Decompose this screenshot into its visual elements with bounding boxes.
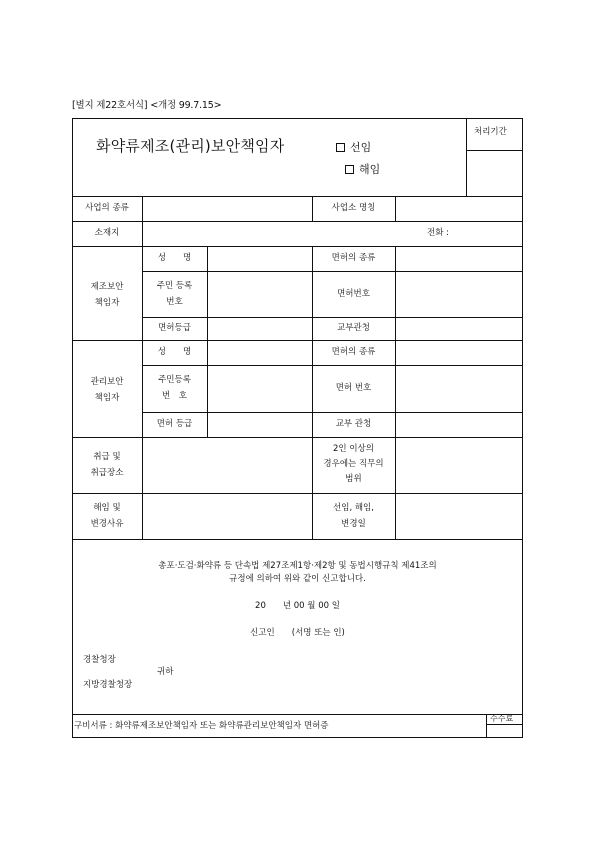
fee-divider xyxy=(486,724,523,725)
mgmt-rrn-label xyxy=(142,374,207,402)
mgmt-issuer-field[interactable] xyxy=(397,414,521,435)
reason-label-line: 해임 및 xyxy=(93,503,121,513)
handling-label-line: 취급 및 xyxy=(93,452,121,462)
rule xyxy=(72,340,523,341)
fee-label: 수수료 xyxy=(490,714,514,723)
declarant-signature: 신고인 (서명 또는 인) xyxy=(250,628,345,638)
processing-period-label: 처리기간 xyxy=(474,127,507,137)
reason-field[interactable] xyxy=(144,495,310,537)
form-title: 화약류제조(관리)보안책임자 xyxy=(96,137,285,155)
mgmt-license-no-label: 면허 번호 xyxy=(335,383,372,393)
rule xyxy=(142,271,523,272)
rule xyxy=(142,196,143,539)
mfg-issuer-label: 교부관청 xyxy=(337,323,370,333)
mfg-issuer-field[interactable] xyxy=(397,319,521,338)
rule xyxy=(72,196,523,197)
change-date-field[interactable] xyxy=(397,495,521,537)
declaration-date: 20 년 00 월 00 일 xyxy=(255,601,340,611)
mfg-name-field[interactable] xyxy=(209,248,310,269)
form-number-label: [별지 제22호서식] <개정 99.7.15> xyxy=(72,100,222,111)
office-name-label: 사업소 명칭 xyxy=(331,203,376,213)
rule xyxy=(207,246,208,437)
mgmt-grade-label: 면허 등급 xyxy=(156,419,193,429)
mgmt-rrn-field[interactable] xyxy=(209,367,310,410)
duty-scope-label-line: 2인 이상의 xyxy=(333,444,374,454)
rule xyxy=(72,246,523,247)
agency-divider xyxy=(466,118,467,196)
declaration-line: 총포·도검·화약류 등 단속법 제27조제1항·제2항 및 동법시행규칙 제41조의 xyxy=(158,561,437,571)
appoint-checkbox[interactable] xyxy=(336,139,371,155)
mgmt-rrn-label-line: 주민등록 xyxy=(158,375,191,385)
mfg-license-type-label: 면허의 종류 xyxy=(331,253,376,263)
mfg-rrn-label-line: 번호 xyxy=(166,297,183,307)
dismiss-label: 해임 xyxy=(359,163,381,176)
mgmt-name-label: 성 명 xyxy=(157,347,192,357)
required-documents: 구비서류 : 화약류제조보안책임자 또는 화약류관리보안책임자 면허증 xyxy=(74,721,329,731)
mfg-rrn-label-line: 주민 등록 xyxy=(156,281,193,291)
mfg-officer-label-line: 제조보안 xyxy=(90,282,124,292)
mgmt-rrn-label-line: 번 호 xyxy=(162,391,187,401)
declaration-line: 규정에 의하여 위와 같이 신고합니다. xyxy=(229,574,366,584)
mgmt-grade-field[interactable] xyxy=(209,414,310,435)
mgmt-license-type-label: 면허의 종류 xyxy=(331,347,376,357)
mfg-grade-label: 면허등급 xyxy=(158,323,191,333)
agency-divider-h xyxy=(466,150,523,151)
mgmt-license-type-field[interactable] xyxy=(397,342,521,363)
business-type-label: 사업의 종류 xyxy=(85,203,129,213)
checkbox-square-icon xyxy=(345,165,354,174)
dismiss-checkbox[interactable] xyxy=(345,161,380,177)
rule xyxy=(72,493,523,494)
mgmt-name-field[interactable] xyxy=(209,342,310,363)
recipient-honorific: 귀하 xyxy=(157,667,174,677)
mgmt-officer-label-line: 책임자 xyxy=(94,393,120,403)
location-label: 소재지 xyxy=(94,228,120,238)
office-name-field[interactable] xyxy=(397,198,521,219)
checkbox-square-icon xyxy=(336,143,345,152)
rule xyxy=(72,539,523,540)
mgmt-license-no-field[interactable] xyxy=(397,367,521,410)
rule xyxy=(486,714,487,738)
declaration-text xyxy=(72,560,523,586)
mfg-license-no-field[interactable] xyxy=(397,273,521,315)
mfg-name-label: 성 명 xyxy=(157,253,192,263)
mfg-grade-field[interactable] xyxy=(209,319,310,338)
change-date-label xyxy=(312,502,395,530)
location-field[interactable] xyxy=(144,223,424,244)
business-type-field[interactable] xyxy=(144,198,310,219)
handling-field[interactable] xyxy=(144,439,310,491)
reason-label xyxy=(72,502,142,530)
rule xyxy=(395,196,396,221)
mfg-license-no-label: 면허번호 xyxy=(337,289,370,299)
rule xyxy=(142,412,523,413)
rule xyxy=(142,365,523,366)
handling-label-line: 취급장소 xyxy=(90,468,124,478)
mfg-officer-label xyxy=(72,281,142,309)
rule xyxy=(72,714,523,715)
recipient-police-commissioner: 경찰청장 xyxy=(83,655,116,665)
appoint-label: 선임 xyxy=(350,141,372,154)
duty-scope-field[interactable] xyxy=(397,439,521,491)
rule xyxy=(395,246,396,539)
handling-label xyxy=(72,451,142,479)
rule xyxy=(72,437,523,438)
mfg-license-type-field[interactable] xyxy=(397,248,521,269)
rule xyxy=(142,317,523,318)
change-date-label-line: 선임, 해임, xyxy=(333,503,374,513)
mfg-officer-label-line: 책임자 xyxy=(94,298,120,308)
mgmt-officer-label xyxy=(72,376,142,404)
reason-label-line: 변경사유 xyxy=(90,519,124,529)
mgmt-issuer-label: 교부 관청 xyxy=(335,419,372,429)
mgmt-officer-label-line: 관리보안 xyxy=(90,377,124,387)
rule xyxy=(72,221,523,222)
phone-label: 전화 : xyxy=(427,228,449,238)
duty-scope-label xyxy=(312,443,395,485)
recipient-regional-police: 지방경찰청장 xyxy=(83,680,133,690)
mfg-rrn-label xyxy=(142,280,207,308)
duty-scope-label-line: 경우에는 직무의 xyxy=(323,459,384,469)
duty-scope-label-line: 범위 xyxy=(345,474,362,484)
mfg-rrn-field[interactable] xyxy=(209,273,310,315)
change-date-label-line: 변경일 xyxy=(341,519,366,529)
